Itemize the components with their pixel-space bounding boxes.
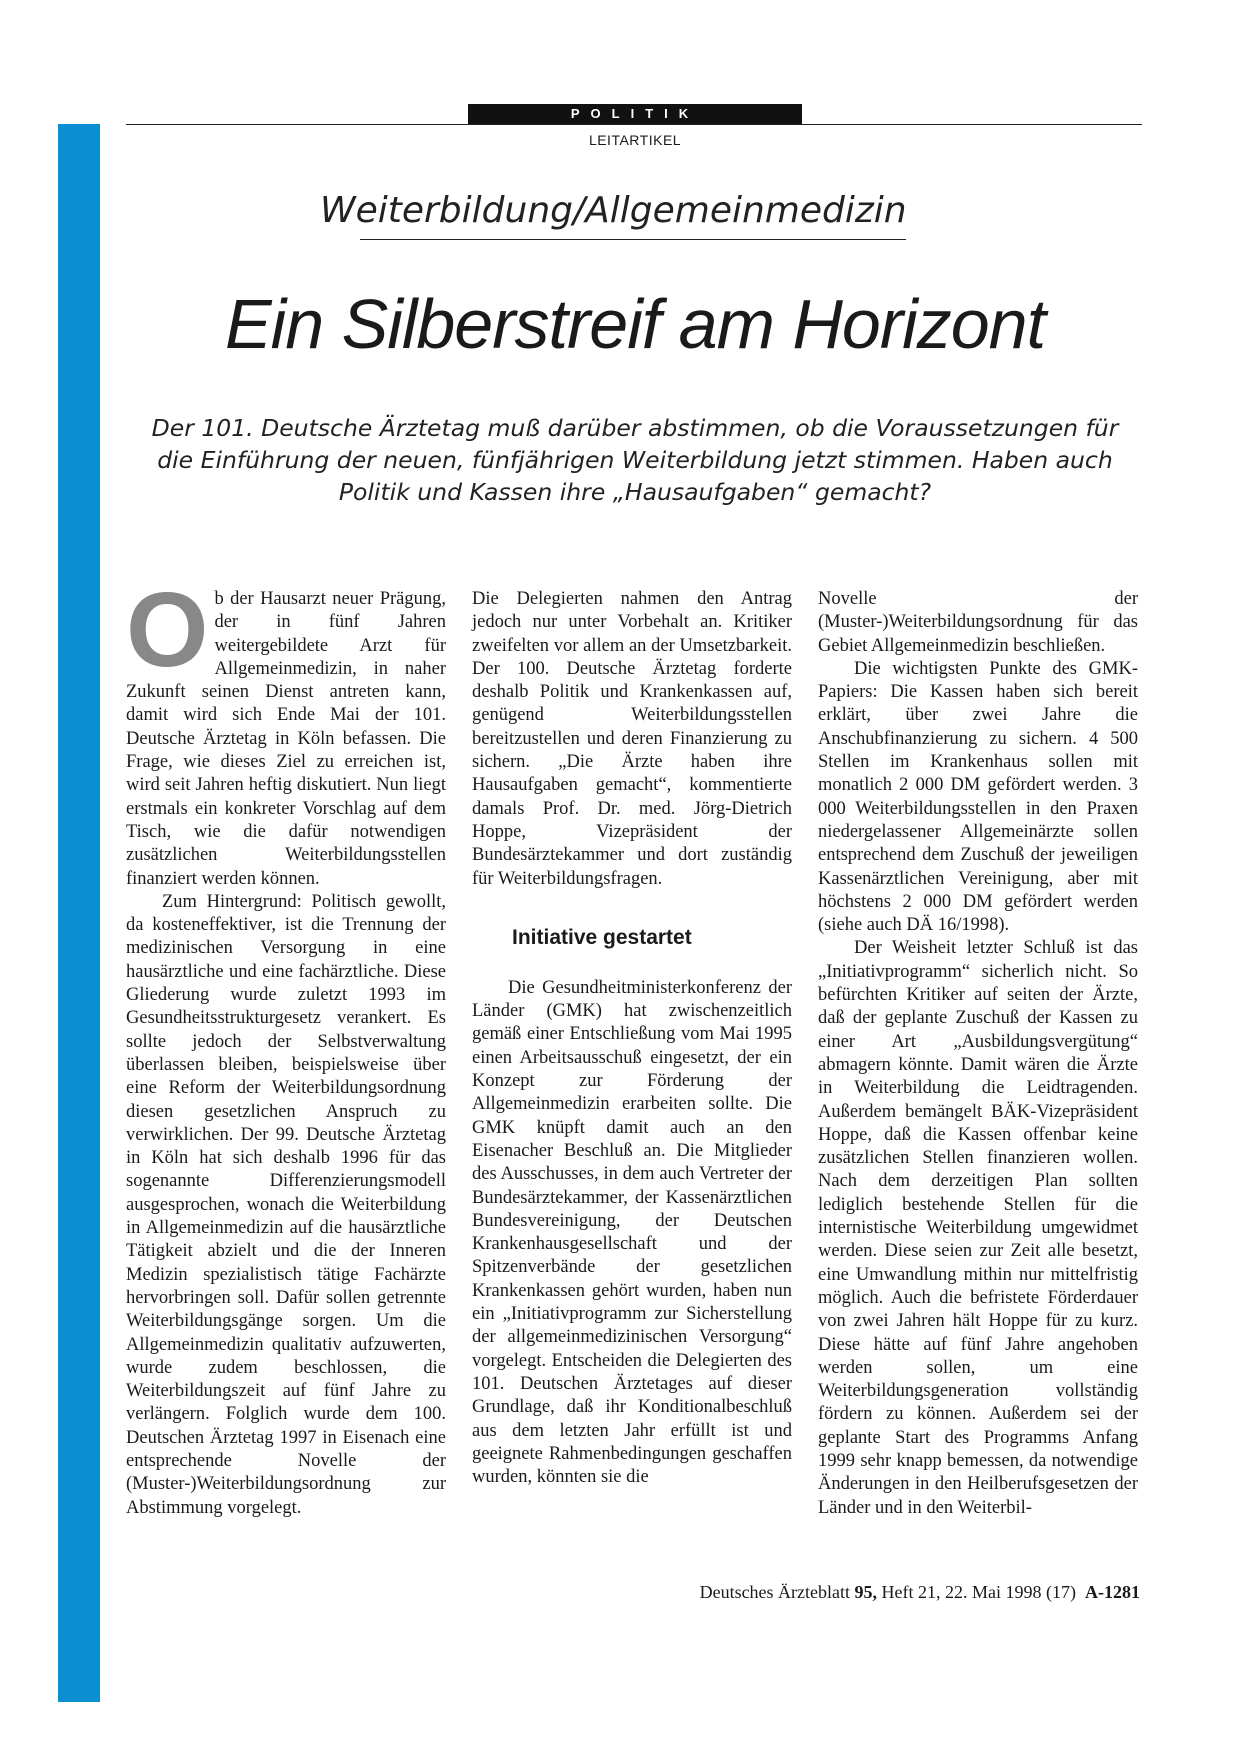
- article-paragraph: Die Gesundheitministerkonferenz der Länder (GMK) hat zwischenzeitlich gemäß einer Entschließung vom Mai 1995 einen Arbeitsausschuß eingesetzt, der ein Konzept zur Förderung der Allgemeinmedizin erarbeiten sollte. Die GMK knüpft damit auch an den Eisenacher Beschluß an. Die Mitglieder des Ausschusses, in dem auch Vertreter der Bundesärztekammer, der Kassenärztlichen Bundesvereinigung, der Deutschen Krankenhausgesellschaft und der Spitzenverbände der gesetzlichen Krankenkassen gehört wurden, haben nun ein „Initiativprogramm zur Sicherstellung der allgemeinmedizinischen Versorgung“ vorgelegt. Entscheiden die Delegierten des 101. Deutschen Ärztetages auf dieser Grundlage, daß ihr Konditionalbeschluß aus dem letzten Jahr erfüllt ist und geeignete Rahmenbedingungen geschaffen wurden, könnten sie die: [472, 977, 792, 1488]
- volume-number: 95,: [854, 1582, 878, 1602]
- article-paragraph: Novelle der (Muster-)Weiterbildungsordnung für das Gebiet Allgemeinmedizin beschließen.: [818, 589, 1138, 656]
- side-color-bar: [58, 124, 100, 1702]
- journal-name: Deutsches Ärzteblatt: [699, 1582, 851, 1602]
- header-rule: [126, 124, 1142, 125]
- drop-cap: O: [126, 571, 209, 689]
- issue-info: Heft 21, 22. Mai 1998 (17): [881, 1582, 1076, 1602]
- page-footer: [540, 1582, 1140, 1603]
- article-subheading: Initiative gestartet: [512, 925, 692, 949]
- article-paragraph: Die wichtigsten Punkte des GMK-Papiers: Die Kassen haben sich bereit erklärt, über zwei Jahre die Anschubfinanzierung zu sichern. 4 500 Stellen im Krankenhaus sollen mit monatlich 2 000 DM gefördert werden. 3 000 Weiterbildungsstellen in den Praxen niedergelassener Allgemeinärzte sollen entsprechend dem Zuschuß der jeweiligen Kassenärztlichen Vereinigung, aber mit höchstens 2 000 DM gefördert werden (siehe auch DÄ 16/1998).: [818, 658, 1138, 936]
- article-paragraph: [126, 571, 446, 891]
- article-paragraph: Zum Hintergrund: Politisch gewollt, da kosteneffektiver, ist die Trennung der medizinischen Versorgung in eine hausärztliche und eine fachärztliche. Diese Gliederung wurde zuletzt 1993 im Gesundheitsstrukturgesetz verankert. Es sollte jedoch der Selbstverwaltung überlassen bleiben, beispielsweise über eine Reform der Weiterbildungsordnung diesen gesetzlichen Anspruch zu verwirklichen. Der 99. Deutsche Ärztetag in Köln hat sich deshalb 1996 für das sogenannte Differenzierungsmodell ausgesprochen, wonach die Weiterbildung in Allgemeinmedizin auf die hausärztliche Tätigkeit abzielt und die der Inneren Medizin spezialistisch tätige Fachärzte hervorbringen soll. Dafür sollen getrennte Weiterbildungsgänge sorgen. Um die Allgemeinmedizin qualitativ aufzuwerten, wurde zudem beschlossen, die Weiterbildungszeit auf fünf Jahre zu verlängern. Folglich wurde dem 100. Deutschen Ärztetag 1997 in Eisenach eine entsprechende Novelle der (Muster-)Weiterbildungsordnung zur Abstimmung vorgelegt.: [126, 891, 446, 1518]
- article-column-3: [818, 588, 1138, 1520]
- article-kicker: Weiterbildung/Allgemeinmedizin: [320, 190, 907, 231]
- section-label: POLITIK: [468, 104, 802, 124]
- article-paragraph: Der Weisheit letzter Schluß ist das „Initiativprogramm“ sicherlich nicht. So befürchten Kritiker auf seiten der Ärzte, daß der geplante Zuschuß der Kassen zu einer Art „Ausbildungsvergütung“ abmagern könnte. Damit wären die Ärzte in Weiterbildung die Leidtragenden. Außerdem bemängelt BÄK-Vizepräsident Hoppe, daß die Kassen offenbar keine zusätzlichen Stellen finanzieren wollen. Nach dem derzeitigen Plan sollten lediglich bestehende Stellen für die internistische Weiterbildung umgewidmet werden. Diese seien zur Zeit alle besetzt, eine Umwandlung mithin nur mittelfristig möglich. Auch die befristete Förderdauer von zwei Jahren hält Hoppe für zu kurz. Diese hätte auf fünf Jahre angehoben werden sollen, um eine Weiterbildungsgeneration vollständig fördern zu können. Außerdem sei der geplante Start des Programms Anfang 1999 sehr knapp bemessen, da notwendige Änderungen in den Heilberufsgesetzen der Länder und in den Weiterbil-: [818, 938, 1138, 1518]
- kicker-underline: [360, 239, 906, 240]
- article-headline: Ein Silberstreif am Horizont: [224, 285, 1046, 363]
- article-lead: Der 101. Deutsche Ärztetag muß darüber abstimmen, ob die Voraussetzungen für die Einführung der neuen, fünfjährigen Weiterbildung jetzt stimmen. Haben auch Politik und Kassen ihre „Hausaufgaben“ gemacht?: [151, 414, 1119, 506]
- article-paragraph: Die Delegierten nahmen den Antrag jedoch nur unter Vorbehalt an. Kritiker zweifelten vor allem an der Umsetzbarkeit. Der 100. Deutsche Ärztetag forderte deshalb Politik und Krankenkassen auf, genügend Weiterbildungsstellen bereitzustellen und deren Finanzierung zu sichern. „Die Ärzte haben ihre Hausaufgaben gemacht“, kommentierte damals Prof. Dr. med. Jörg-Dietrich Hoppe, Vizepräsident der Bundesärztekammer und dort zuständig für Weiterbildungsfragen.: [472, 589, 792, 889]
- subsection-label: LEITARTIKEL: [588, 132, 682, 148]
- paragraph-text: b der Hausarzt neuer Prägung, der in fünf Jahren weitergebildete Arzt für Allgemeinmedizin, in naher Zukunft seinen Dienst antreten kann, damit wird sich Ende Mai der 101. Deutsche Ärztetag in Köln befassen. Die Frage, wie dieses Ziel zu erreichen ist, wird seit Jahren heftig diskutiert. Nun liegt erstmals ein konkreter Vorschlag auf dem Tisch, wie die dafür notwendigen zusätzlichen Weiterbildungsstellen finanziert werden können.: [126, 589, 446, 889]
- article-column-1: [126, 571, 446, 1520]
- page-number: A-1281: [1085, 1582, 1140, 1602]
- article-column-2: [472, 588, 792, 1489]
